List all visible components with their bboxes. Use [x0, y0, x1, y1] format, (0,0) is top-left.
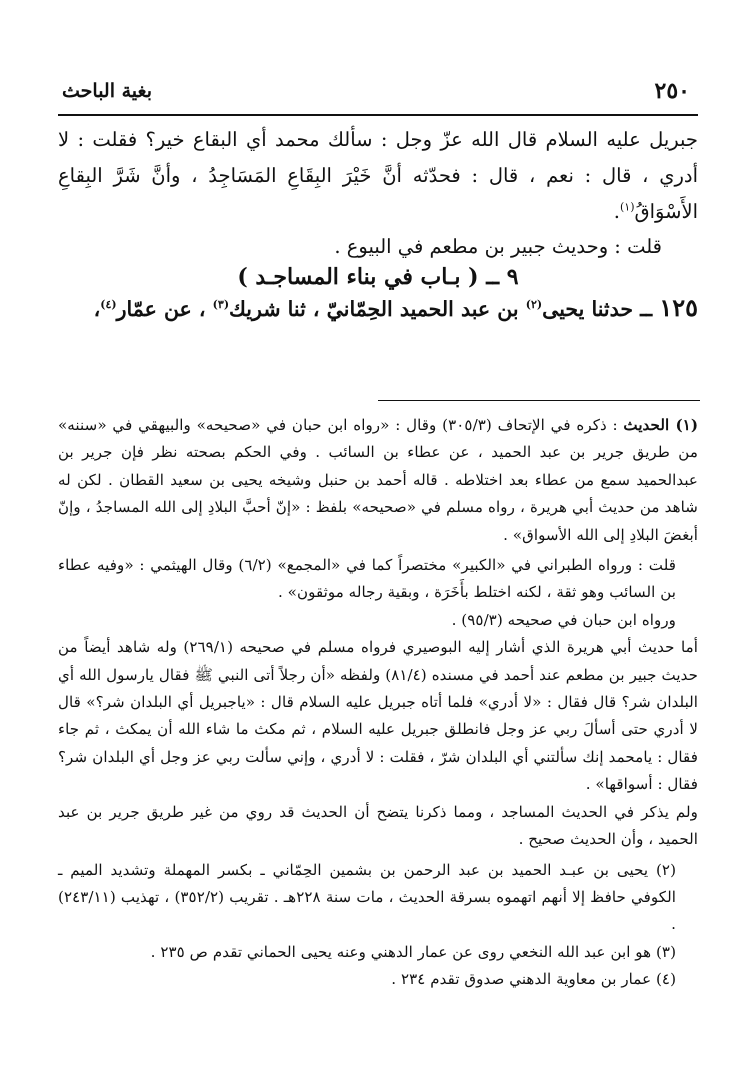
page-header: [58, 78, 694, 112]
footnote-1-text: : ذكره في الإتحاف (٣٠٥/٣) وقال : «رواه ابن حبان في «صحيحه» والبيهقي في «سننه» من طريق جرير بن عبد الحميد ، عن عطاء بن السائب . وفي الحكم بصحته نظر فإن جرير بن عبدالحميد سمع من عطاء بعد اختلاطه . قاله أحمد بن حنبل وشيخه يحيى بن سعيد القطان . لكن له شاهد من حديث أبي هريرة ، رواه مسلم في «صحيحه» بلفظ : «إنّ أحبَّ البلادِ إلى الله المساجدُ ، وإنّ أبغضَ البلادِ إلى الله الأسواق» .: [58, 416, 698, 544]
footnote-1-lead: (١) الحديث: [623, 416, 698, 434]
hadith-number: ١٢٥: [659, 293, 698, 322]
footnote-ref-4: (٤): [100, 298, 117, 312]
main-paragraph-text: جبريل عليه السلام قال الله عزّ وجل : سألك محمد أي البقاع خير؟ فقلت : لا أدري ، قال : نعم ، قال : فحدّثه أنَّ خَيْرَ البِقَاعِ المَسَاجِدُ ، وأنَّ شَرَّ البِقاعِ الأَسْوَاقُ: [58, 128, 698, 223]
footnote-separator: [378, 400, 700, 401]
footnote-1-para-5: ولم يذكر في الحديث المساجد ، ومما ذكرنا يتضح أن الحديث قد روي من غير طريق جرير بن عبد الحميد ، وأن الحديث صحيح .: [58, 802, 698, 849]
chapter-title: ٩ ــ ( بـاب في بناء المساجـد ): [237, 264, 519, 290]
main-text-block: [58, 122, 698, 327]
footnote-1: [58, 412, 698, 549]
footnote-4: (٤) عمار بن معاوية الدهني صدوق تقدم ٢٣٤ .: [391, 970, 676, 989]
page-number: ٢٥٠: [654, 78, 690, 104]
footnote-2: (٢) يحيى بن عبـد الحميد بن عبد الرحمن بن بشمين الحِمّاني ـ بكسر المهملة وتشديد الميم ـ الكوفي حافظ إلا أنهم اتهموه بسرقة الحديث ، مات سنة ٢٢٨هـ . تقريب (٣٥٢/٢) ، تهذيب (٢٤٣/١١) .: [58, 860, 677, 934]
footnote-1-para-4: أما حديث أبي هريرة الذي أشار إليه البوصيري فرواه مسلم في صحيحه (٢٦٩/١) وله شاهد أيضاً من حديث جبير بن مطعم عند أحمد في مسنده (٨١/٤) ولفظه «أن رجلاً أتى النبي ﷺ فقال يارسول الله أي البلدان شر؟ قال فقال : «لا أدري» فلما أتاه جبريل عليه السلام قال : «ياجبريل أي البلدان شر؟» قال لا أدري حتى أسألَ ربي عز وجل فانطلق جبريل عليه السلام ، ثم مكث ما شاء الله أن يمكث ، ثم جاء فقال : يامحمد إنك سألتني أي البلدان شرّ ، فقلت : لا أدري ، وإني سألت ربي عز وجل أي البلدان شر؟ فقال : أسواقها» .: [58, 638, 699, 794]
footnote-ref-2: (٢): [525, 298, 543, 312]
main-paragraph-end: .: [613, 200, 620, 223]
header-rule: [58, 114, 698, 116]
hadith-text-1: ــ حدثنا يحيى: [542, 297, 653, 321]
author-note: قلت : وحديث جبير بن مطعم في البيوع .: [334, 235, 662, 258]
main-paragraph: [58, 122, 698, 230]
footnote-ref-3: (٣): [212, 298, 230, 312]
footnote-1-para-3: ورواه ابن حبان في صحيحه (٩٥/٣) .: [451, 610, 676, 629]
running-title: بغية الباحث: [62, 80, 152, 102]
footnote-ref-1: (١): [619, 200, 635, 214]
hadith-line: [58, 290, 698, 327]
footnote-3: (٣) هو ابن عبد الله النخعي روى عن عمار الدهني وعنه يحيى الحماني تقدم ص ٢٣٥ .: [150, 942, 676, 961]
footnote-1-para-2: قلت : ورواه الطبراني في «الكبير» مختصراً كما في «المجمع» (٦/٢) وقال الهيثمي : «وفيه عطاء بن السائب وهو ثقة ، لكنه اختلط بأَخَرَة ، وبقية رجاله موثقون» .: [58, 556, 676, 602]
footnotes: [58, 412, 698, 994]
hadith-text-4: ،: [93, 297, 101, 321]
hadith-text-2: بن عبد الحميد الحِمّانيّ ، ثنا شريك: [229, 297, 526, 321]
hadith-text-3: ، عن عمّار: [116, 297, 213, 321]
